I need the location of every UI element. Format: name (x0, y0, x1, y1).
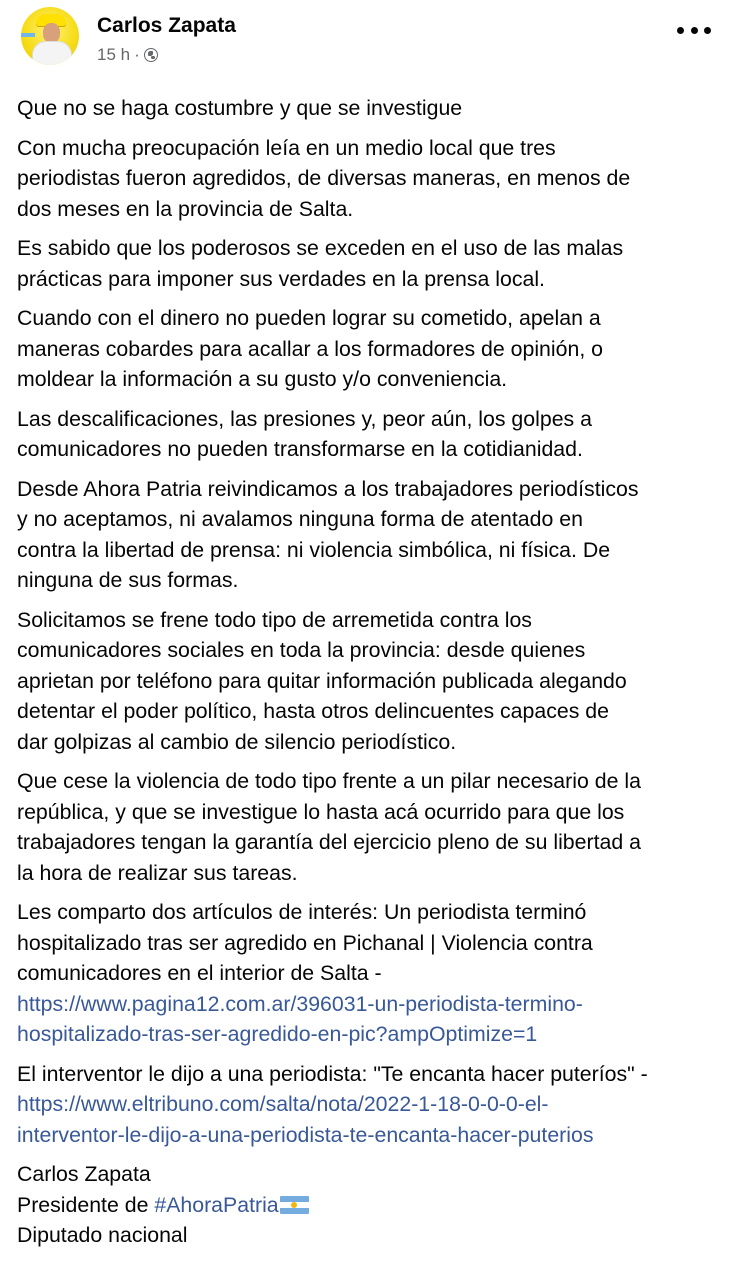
paragraph-line: Desde Ahora Patria reivindicamos a los trabajadores periodísticos (17, 476, 639, 501)
post-meta (97, 45, 158, 65)
post-paragraph (17, 303, 717, 395)
paragraph-line: comunicadores no pueden transformarse en la cotidianidad. (17, 437, 583, 461)
signature (17, 1159, 717, 1251)
paragraph-line: Cuando con el dinero no pueden lograr su cometido, apelan a (17, 306, 601, 330)
post-paragraph (17, 233, 717, 294)
paragraph-line: contra la libertad de prensa: ni violencia simbólica, ni física. De (17, 537, 611, 562)
signature-name: Carlos Zapata (17, 1162, 151, 1186)
signature-title: Diputado nacional (17, 1223, 188, 1247)
meta-separator: · (134, 45, 140, 64)
paragraph-line: dar golpizas al cambio de silencio periodístico. (17, 729, 457, 754)
signature-role-prefix: Presidente de (17, 1192, 155, 1217)
articles-intro-line: comunicadores en el interior de Salta - (17, 961, 382, 985)
author-name[interactable]: Carlos Zapata (97, 14, 236, 37)
more-options-icon[interactable] (677, 20, 711, 40)
paragraph-line: y no aceptamos, ni avalamos ninguna forma de atentado en (17, 507, 583, 531)
paragraph-line: Las descalificaciones, las presiones y, peor aún, los golpes a (17, 406, 592, 431)
eltribuno-link[interactable]: interventor-le-dijo-a-una-periodista-te-encanta-hacer-puterios (17, 1122, 594, 1147)
hashtag-link[interactable]: #AhoraPatria (154, 1192, 279, 1217)
paragraph-line: prácticas para imponer sus verdades en la prensa local. (17, 266, 545, 291)
paragraph-line: trabajadores tengan la garantía del ejercicio pleno de su libertad a (17, 830, 641, 854)
paragraph-line: Solicitamos se frene todo tipo de arremetida contra los (17, 607, 532, 632)
post-paragraph (17, 93, 717, 124)
signature-role (17, 1190, 717, 1221)
eltribuno-link[interactable]: https://www.eltribuno.com/salta/nota/2022-1-18-0-0-0-el- (17, 1092, 549, 1116)
paragraph-line: Con mucha preocupación leía en un medio local que tres (17, 135, 556, 160)
more-dot (704, 27, 711, 34)
paragraph-line: Es sabido que los poderosos se exceden en el uso de las malas (17, 236, 624, 260)
paragraph-line: ninguna de sus formas. (17, 568, 239, 592)
post-paragraph (17, 133, 717, 225)
paragraph-line: detentar el poder político, hasta otros delincuentes capaces de (17, 699, 609, 723)
paragraph-line: maneras cobardes para acallar a los formadores de opinión, o (17, 336, 603, 361)
post-time[interactable]: 15 h (97, 45, 131, 64)
second-article-intro: El interventor le dijo a una periodista: "Te encanta hacer puteríos" - (17, 1061, 648, 1086)
avatar-face (43, 23, 60, 43)
post-body (17, 93, 717, 1260)
pagina12-link[interactable]: https://www.pagina12.com.ar/396031-un-periodista-termino- (17, 991, 583, 1016)
pagina12-link[interactable]: hospitalizado-tras-ser-agredido-en-pic?ampOptimize=1 (17, 1022, 538, 1046)
paragraph-line: república, y que se investigue lo hasta acá ocurrido para que los (17, 799, 625, 824)
paragraph-line: la hora de realizar sus tareas. (17, 860, 298, 885)
articles-intro-line: hospitalizado tras ser agredido en Pichanal | Violencia contra (17, 930, 593, 955)
post-paragraph (17, 605, 717, 758)
articles-intro-line: Les comparto dos artículos de interés: Un periodista terminó (17, 900, 587, 924)
post-paragraphs (17, 93, 717, 888)
avatar-flag-stripe (21, 33, 35, 37)
paragraph-line: dos meses en la provincia de Salta. (17, 196, 354, 221)
paragraph-line: aprietan por teléfono para quitar información publicada alegando (17, 668, 627, 693)
paragraph-line: periodistas fueron agredidos, de diversas maneras, en menos de (17, 166, 631, 190)
argentina-flag-icon (280, 1196, 309, 1214)
more-dot (691, 27, 698, 34)
post-paragraph (17, 404, 717, 465)
more-dot (677, 27, 684, 34)
articles-paragraph (17, 897, 717, 1050)
author-avatar[interactable] (21, 7, 79, 65)
paragraph-line: Que no se haga costumbre y que se investigue (17, 96, 463, 120)
paragraph-line: Que cese la violencia de todo tipo frente a un pilar necesario de la (17, 769, 641, 793)
globe-icon[interactable] (144, 48, 158, 62)
second-article-paragraph (17, 1059, 717, 1151)
avatar-shirt (32, 41, 72, 65)
post-paragraph (17, 474, 717, 596)
paragraph-line: moldear la información a su gusto y/o conveniencia. (17, 367, 508, 391)
post-paragraph (17, 766, 717, 888)
post-header (0, 0, 730, 82)
paragraph-line: comunicadores sociales en toda la provincia: desde quienes (17, 638, 586, 662)
